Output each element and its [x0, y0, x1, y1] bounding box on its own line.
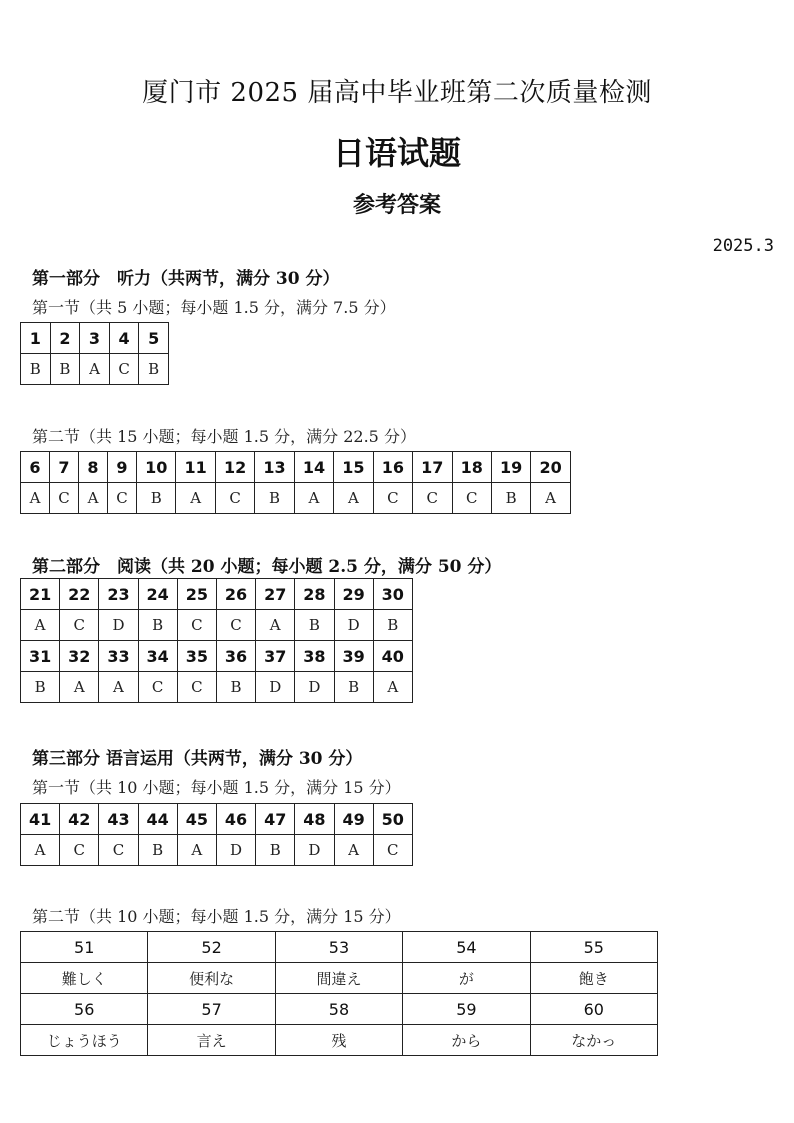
part3-section1-table — [20, 803, 413, 866]
answer-cell: C — [99, 835, 138, 866]
part1-heading: 第一部分 听力（共两节，满分 30 分） — [32, 269, 340, 289]
question-number: 19 — [491, 452, 530, 483]
answer-cell: A — [531, 483, 570, 514]
exam-title: 厦门市 2025 届高中毕业班第二次质量检测 — [142, 78, 652, 108]
question-number: 52 — [148, 932, 275, 963]
answer-cell: 難しく — [21, 963, 148, 994]
question-number: 57 — [148, 994, 275, 1025]
answer-cell: A — [79, 483, 108, 514]
answer-cell: C — [373, 483, 412, 514]
question-number: 58 — [275, 994, 402, 1025]
answer-cell: B — [137, 483, 176, 514]
question-number: 59 — [403, 994, 530, 1025]
question-number: 1 — [21, 323, 51, 354]
question-number: 10 — [137, 452, 176, 483]
answer-cell: A — [21, 483, 50, 514]
question-number: 46 — [216, 804, 255, 835]
answer-cell: B — [21, 672, 60, 703]
question-number: 29 — [334, 579, 373, 610]
table-row — [21, 483, 571, 514]
answer-cell: C — [50, 483, 79, 514]
part3-section2-table — [20, 931, 658, 1056]
question-number: 24 — [138, 579, 177, 610]
table-row — [21, 994, 658, 1025]
part1-section2-table — [20, 451, 571, 514]
answer-cell: A — [373, 672, 412, 703]
question-number: 35 — [177, 641, 216, 672]
part3-section1-heading: 第一节（共 10 小题；每小题 1.5 分，满分 15 分） — [32, 778, 401, 797]
answer-cell: D — [216, 835, 255, 866]
table-row — [21, 452, 571, 483]
answer-cell: D — [256, 672, 295, 703]
part1-section1-heading: 第一节（共 5 小题；每小题 1.5 分，满分 7.5 分） — [32, 298, 396, 317]
question-number: 22 — [60, 579, 99, 610]
exam-date: 2025.3 — [712, 236, 774, 256]
answer-cell: B — [216, 672, 255, 703]
question-number: 53 — [275, 932, 402, 963]
answer-cell: C — [60, 610, 99, 641]
table-row — [21, 1025, 658, 1056]
answer-cell: 間違え — [275, 963, 402, 994]
answer-cell: 飽き — [530, 963, 657, 994]
answer-cell: D — [295, 835, 334, 866]
answer-cell: C — [60, 835, 99, 866]
part3-heading: 第三部分 语言运用（共两节，满分 30 分） — [32, 749, 363, 769]
question-number: 9 — [108, 452, 137, 483]
part1-section1-table — [20, 322, 169, 385]
question-number: 44 — [138, 804, 177, 835]
answer-cell: B — [138, 835, 177, 866]
question-number: 43 — [99, 804, 138, 835]
question-number: 3 — [80, 323, 110, 354]
question-number: 55 — [530, 932, 657, 963]
answer-cell: じょうほう — [21, 1025, 148, 1056]
answer-cell: A — [334, 483, 373, 514]
answer-cell: B — [295, 610, 334, 641]
answer-cell: C — [216, 610, 255, 641]
table-row — [21, 641, 413, 672]
question-number: 2 — [50, 323, 80, 354]
table-row — [21, 804, 413, 835]
answer-cell: 残 — [275, 1025, 402, 1056]
answer-cell: A — [21, 610, 60, 641]
question-number: 4 — [109, 323, 139, 354]
question-number: 56 — [21, 994, 148, 1025]
answer-cell: 便利な — [148, 963, 275, 994]
question-number: 36 — [216, 641, 255, 672]
question-number: 14 — [294, 452, 333, 483]
question-number: 18 — [452, 452, 491, 483]
question-number: 47 — [256, 804, 295, 835]
answer-cell: B — [491, 483, 530, 514]
question-number: 25 — [177, 579, 216, 610]
question-number: 49 — [334, 804, 373, 835]
answer-cell: A — [60, 672, 99, 703]
question-number: 16 — [373, 452, 412, 483]
question-number: 54 — [403, 932, 530, 963]
answer-cell: C — [215, 483, 254, 514]
table-row — [21, 354, 169, 385]
question-number: 11 — [176, 452, 215, 483]
answer-cell: C — [177, 672, 216, 703]
part2-heading: 第二部分 阅读（共 20 小题；每小题 2.5 分，满分 50 分） — [32, 557, 502, 577]
answer-cell: C — [108, 483, 137, 514]
table-row — [21, 610, 413, 641]
answer-cell: C — [177, 610, 216, 641]
question-number: 8 — [79, 452, 108, 483]
answer-cell: A — [176, 483, 215, 514]
answer-cell: B — [21, 354, 51, 385]
answer-cell: B — [139, 354, 169, 385]
answer-cell: C — [413, 483, 452, 514]
answer-cell: が — [403, 963, 530, 994]
question-number: 45 — [177, 804, 216, 835]
question-number: 5 — [139, 323, 169, 354]
answer-cell: A — [294, 483, 333, 514]
question-number: 41 — [21, 804, 60, 835]
question-number: 7 — [50, 452, 79, 483]
answer-cell: A — [99, 672, 138, 703]
part2-table — [20, 578, 413, 703]
question-number: 23 — [99, 579, 138, 610]
question-number: 32 — [60, 641, 99, 672]
table-row — [21, 579, 413, 610]
answer-cell: D — [334, 610, 373, 641]
question-number: 33 — [99, 641, 138, 672]
table-row — [21, 835, 413, 866]
question-number: 34 — [138, 641, 177, 672]
answer-cell: A — [334, 835, 373, 866]
answer-cell: B — [256, 835, 295, 866]
question-number: 12 — [215, 452, 254, 483]
question-number: 27 — [256, 579, 295, 610]
answer-cell: A — [80, 354, 110, 385]
answer-cell: C — [452, 483, 491, 514]
question-number: 31 — [21, 641, 60, 672]
answer-cell: A — [21, 835, 60, 866]
table-row — [21, 932, 658, 963]
table-row — [21, 963, 658, 994]
answer-cell: B — [255, 483, 294, 514]
answer-cell: B — [138, 610, 177, 641]
question-number: 39 — [334, 641, 373, 672]
question-number: 40 — [373, 641, 412, 672]
question-number: 26 — [216, 579, 255, 610]
answer-cell: D — [99, 610, 138, 641]
question-number: 30 — [373, 579, 412, 610]
question-number: 38 — [295, 641, 334, 672]
answer-cell: B — [334, 672, 373, 703]
part1-section2-heading: 第二节（共 15 小题；每小题 1.5 分，满分 22.5 分） — [32, 427, 416, 446]
question-number: 50 — [373, 804, 412, 835]
question-number: 28 — [295, 579, 334, 610]
question-number: 13 — [255, 452, 294, 483]
answer-cell: B — [373, 610, 412, 641]
question-number: 15 — [334, 452, 373, 483]
question-number: 48 — [295, 804, 334, 835]
answer-cell: なかっ — [530, 1025, 657, 1056]
answer-cell: から — [403, 1025, 530, 1056]
question-number: 37 — [256, 641, 295, 672]
question-number: 51 — [21, 932, 148, 963]
question-number: 21 — [21, 579, 60, 610]
question-number: 42 — [60, 804, 99, 835]
answer-cell: C — [373, 835, 412, 866]
answer-cell: A — [177, 835, 216, 866]
part3-section2-heading: 第二节（共 10 小题；每小题 1.5 分，满分 15 分） — [32, 907, 401, 926]
question-number: 20 — [531, 452, 570, 483]
question-number: 6 — [21, 452, 50, 483]
answer-cell: D — [295, 672, 334, 703]
answer-cell: B — [50, 354, 80, 385]
table-row — [21, 672, 413, 703]
subject-title: 日语试题 — [332, 134, 461, 172]
answer-cell: C — [138, 672, 177, 703]
answer-key-title: 参考答案 — [352, 193, 441, 218]
question-number: 17 — [413, 452, 452, 483]
question-number: 60 — [530, 994, 657, 1025]
answer-cell: A — [256, 610, 295, 641]
answer-cell: C — [109, 354, 139, 385]
answer-cell: 言え — [148, 1025, 275, 1056]
table-row — [21, 323, 169, 354]
